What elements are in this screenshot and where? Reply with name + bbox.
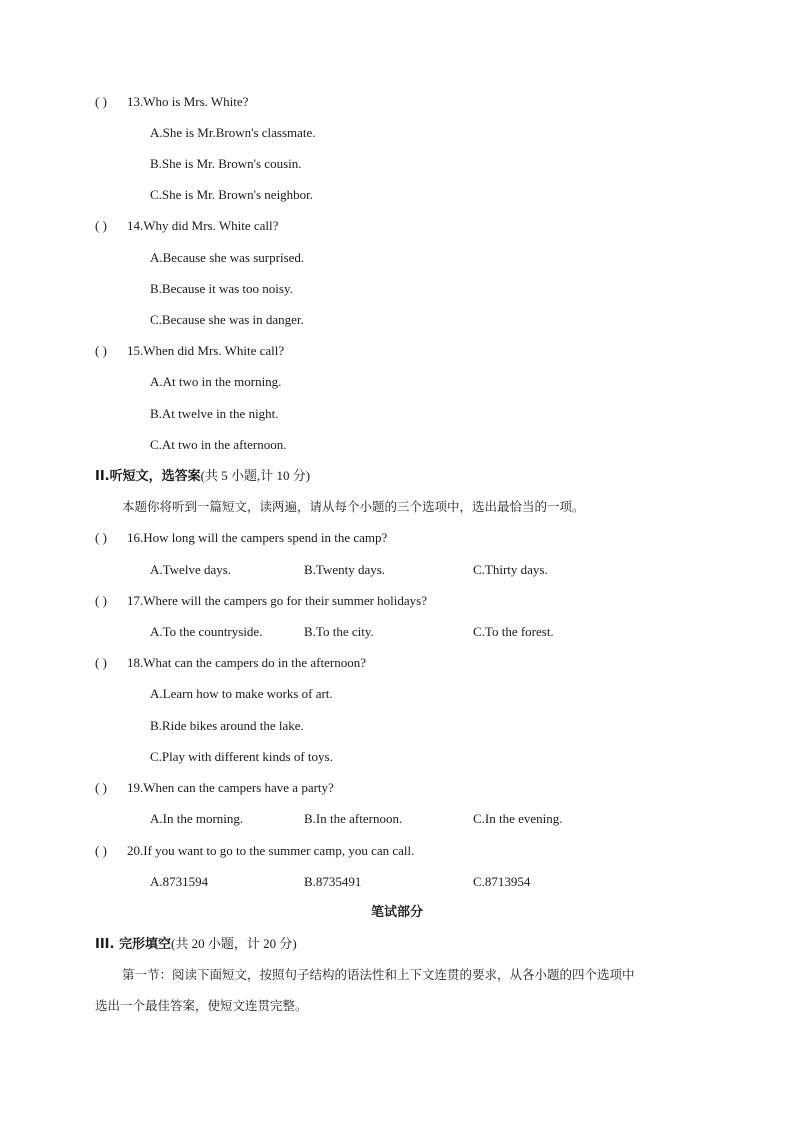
answer-blank[interactable]: ( )	[95, 843, 107, 858]
section-3-para-line1: 第一节：阅读下面短文，按照句子结构的语法性和上下文连贯的要求，从各小题的四个选项中	[122, 967, 635, 982]
answer-blank[interactable]: ( )	[95, 343, 107, 358]
option-14a: A.Because she was surprised.	[150, 250, 305, 265]
question-text: 19.When can the campers have a party?	[127, 780, 334, 795]
answer-blank[interactable]: ( )	[95, 530, 107, 545]
option-13a: A.She is Mr.Brown's classmate.	[150, 125, 316, 140]
question-14	[95, 218, 278, 234]
question-13	[95, 94, 248, 110]
option-15b: B.At twelve in the night.	[150, 406, 279, 421]
option-15a: A.At two in the morning.	[150, 374, 282, 389]
answer-blank[interactable]: ( )	[95, 655, 107, 670]
option-14b: B.Because it was too noisy.	[150, 281, 293, 296]
section-3-heading	[95, 936, 297, 953]
section-2-score: (共 5 小题,计 10 分)	[200, 468, 311, 483]
option-20c: C.8713954	[473, 874, 531, 889]
option-15c: C.At two in the afternoon.	[150, 437, 287, 452]
question-17	[95, 593, 427, 609]
option-19c: C.In the evening.	[473, 811, 563, 826]
question-text: 17.Where will the campers go for their summer holidays?	[127, 593, 427, 608]
section-2-heading	[95, 468, 310, 485]
answer-blank[interactable]: ( )	[95, 593, 107, 608]
option-17a: A.To the countryside.	[150, 624, 263, 639]
option-18c: C.Play with different kinds of toys.	[150, 749, 333, 764]
answer-blank[interactable]: ( )	[95, 94, 107, 109]
question-text: 14.Why did Mrs. White call?	[127, 218, 279, 233]
question-text: 13.Who is Mrs. White?	[127, 94, 249, 109]
question-text: 18.What can the campers do in the afternoon?	[127, 655, 366, 670]
question-15	[95, 343, 284, 359]
option-19b: B.In the afternoon.	[304, 811, 403, 826]
answer-blank[interactable]: ( )	[95, 780, 107, 795]
answer-blank[interactable]: ( )	[95, 218, 107, 233]
option-16a: A.Twelve days.	[150, 562, 232, 577]
question-16	[95, 530, 387, 546]
option-20b: B.8735491	[304, 874, 362, 889]
section-3-score: (共 20 小题，计 20 分)	[170, 936, 297, 951]
question-19	[95, 780, 334, 796]
option-18b: B.Ride bikes around the lake.	[150, 718, 304, 733]
section-3-para-line2: 选出一个最佳答案，使短文连贯完整。	[95, 998, 308, 1013]
option-16c: C.Thirty days.	[473, 562, 548, 577]
option-20a: A.8731594	[150, 874, 209, 889]
section-3-title: III. 完形填空	[95, 937, 171, 952]
option-19a: A.In the morning.	[150, 811, 244, 826]
written-part-title: 笔试部分	[370, 905, 423, 920]
option-17b: B.To the city.	[304, 624, 374, 639]
option-17c: C.To the forest.	[473, 624, 554, 639]
option-14c: C.Because she was in danger.	[150, 312, 304, 327]
question-18	[95, 655, 366, 671]
option-13b: B.She is Mr. Brown's cousin.	[150, 156, 302, 171]
section-2-instruction: 本题你将听到一篇短文，读两遍，请从每个小题的三个选项中，选出最恰当的一项。	[122, 499, 585, 514]
question-text: 20.If you want to go to the summer camp, you can call.	[127, 843, 415, 858]
section-2-title: II.听短文，选答案	[95, 469, 201, 484]
question-text: 15.When did Mrs. White call?	[127, 343, 285, 358]
option-13c: C.She is Mr. Brown's neighbor.	[150, 187, 314, 202]
question-20	[95, 843, 414, 859]
question-text: 16.How long will the campers spend in the camp?	[127, 530, 388, 545]
option-16b: B.Twenty days.	[304, 562, 386, 577]
option-18a: A.Learn how to make works of art.	[150, 686, 333, 701]
